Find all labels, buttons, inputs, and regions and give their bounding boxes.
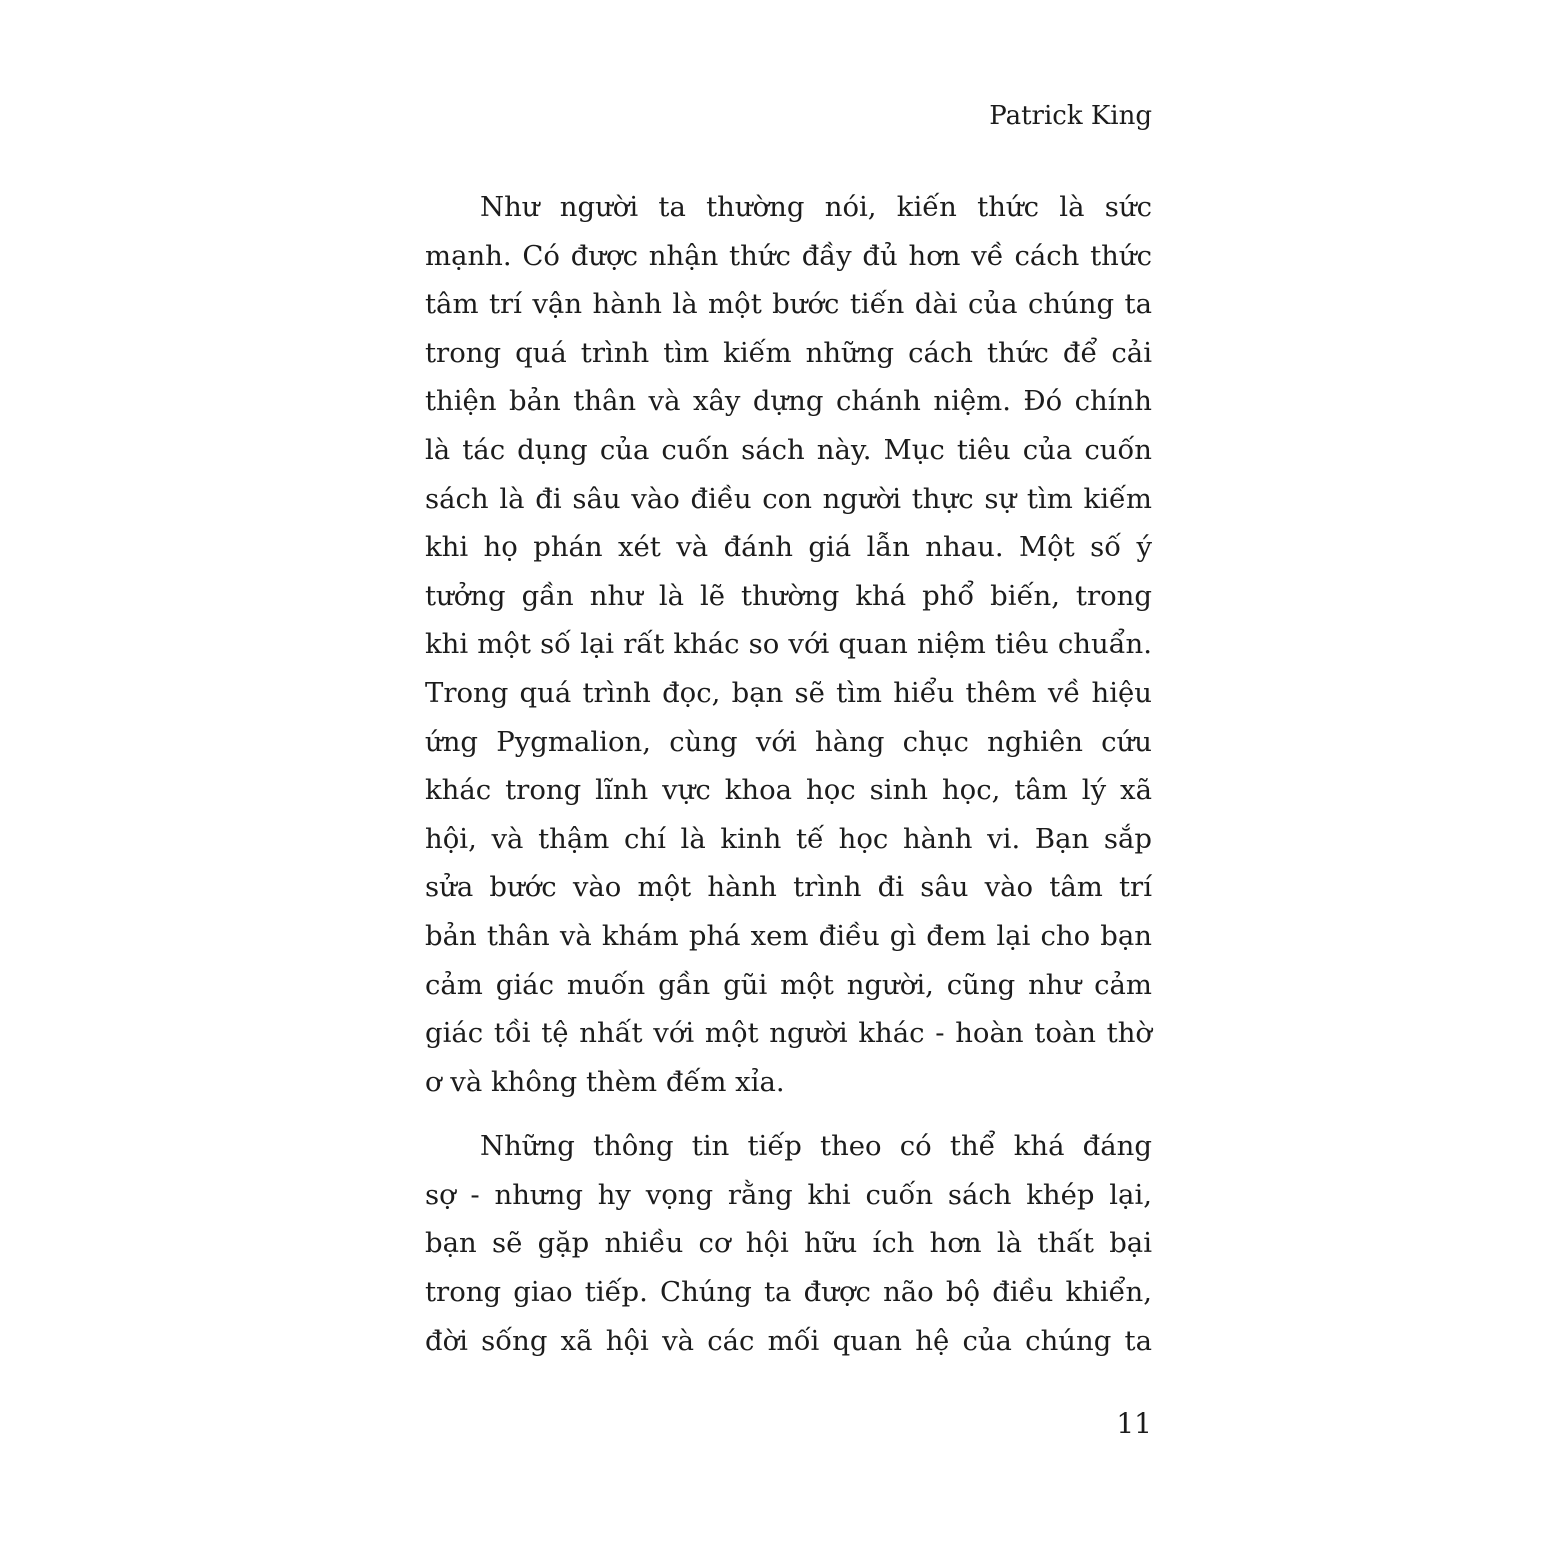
text-line: là tác dụng của cuốn sách này. Mục tiêu của cuốn: [425, 433, 1152, 466]
text-line: bản thân và khám phá xem điều gì đem lại cho bạn: [425, 919, 1152, 952]
text-line: khi họ phán xét và đánh giá lẫn nhau. Một số ý: [425, 531, 1152, 564]
text-line: Trong quá trình đọc, bạn sẽ tìm hiểu thêm về hiệu: [425, 676, 1152, 709]
text-line: đời sống xã hội và các mối quan hệ của chúng ta: [425, 1324, 1152, 1357]
text-line: tâm trí vận hành là một bước tiến dài của chúng ta: [425, 288, 1152, 321]
text-line: khác trong lĩnh vực khoa học sinh học, tâm lý xã: [425, 774, 1152, 807]
text-line: Như người ta thường nói, kiến thức là sức: [480, 191, 1152, 223]
text-line: bạn sẽ gặp nhiều cơ hội hữu ích hơn là thất bại: [425, 1227, 1152, 1260]
text-line: giác tồi tệ nhất với một người khác - hoàn toàn thờ: [425, 1017, 1152, 1050]
paragraph: [425, 183, 1152, 1106]
text-line: sách là đi sâu vào điều con người thực sự tìm kiếm: [425, 482, 1152, 515]
text-line: cảm giác muốn gần gũi một người, cũng như cảm: [425, 968, 1152, 1001]
paragraph: [425, 1122, 1152, 1365]
text-line: mạnh. Có được nhận thức đầy đủ hơn về cách thức: [425, 239, 1152, 272]
text-line: sợ - nhưng hy vọng rằng khi cuốn sách khép lại,: [425, 1178, 1152, 1211]
text-line: hội, và thậm chí là kinh tế học hành vi. Bạn sắp: [425, 822, 1152, 855]
text-line: ứng Pygmalion, cùng với hàng chục nghiên cứu: [425, 725, 1152, 758]
text-line: Những thông tin tiếp theo có thể khá đáng: [480, 1130, 1152, 1163]
text-line: ơ và không thèm đếm xỉa.: [425, 1065, 785, 1098]
text-line: thiện bản thân và xây dựng chánh niệm. Đó chính: [425, 385, 1152, 418]
body-text: [425, 183, 1152, 1365]
text-line: sửa bước vào một hành trình đi sâu vào tâm trí: [425, 871, 1152, 904]
page-number: 11: [1116, 1407, 1152, 1440]
text-line: trong giao tiếp. Chúng ta được não bộ điều khiển,: [425, 1276, 1152, 1309]
text-line: khi một số lại rất khác so với quan niệm tiêu chuẩn.: [425, 628, 1152, 661]
text-line: trong quá trình tìm kiếm những cách thức để cải: [425, 336, 1152, 369]
text-line: tưởng gần như là lẽ thường khá phổ biến, trong: [425, 579, 1152, 612]
running-header: Patrick King: [989, 101, 1152, 131]
